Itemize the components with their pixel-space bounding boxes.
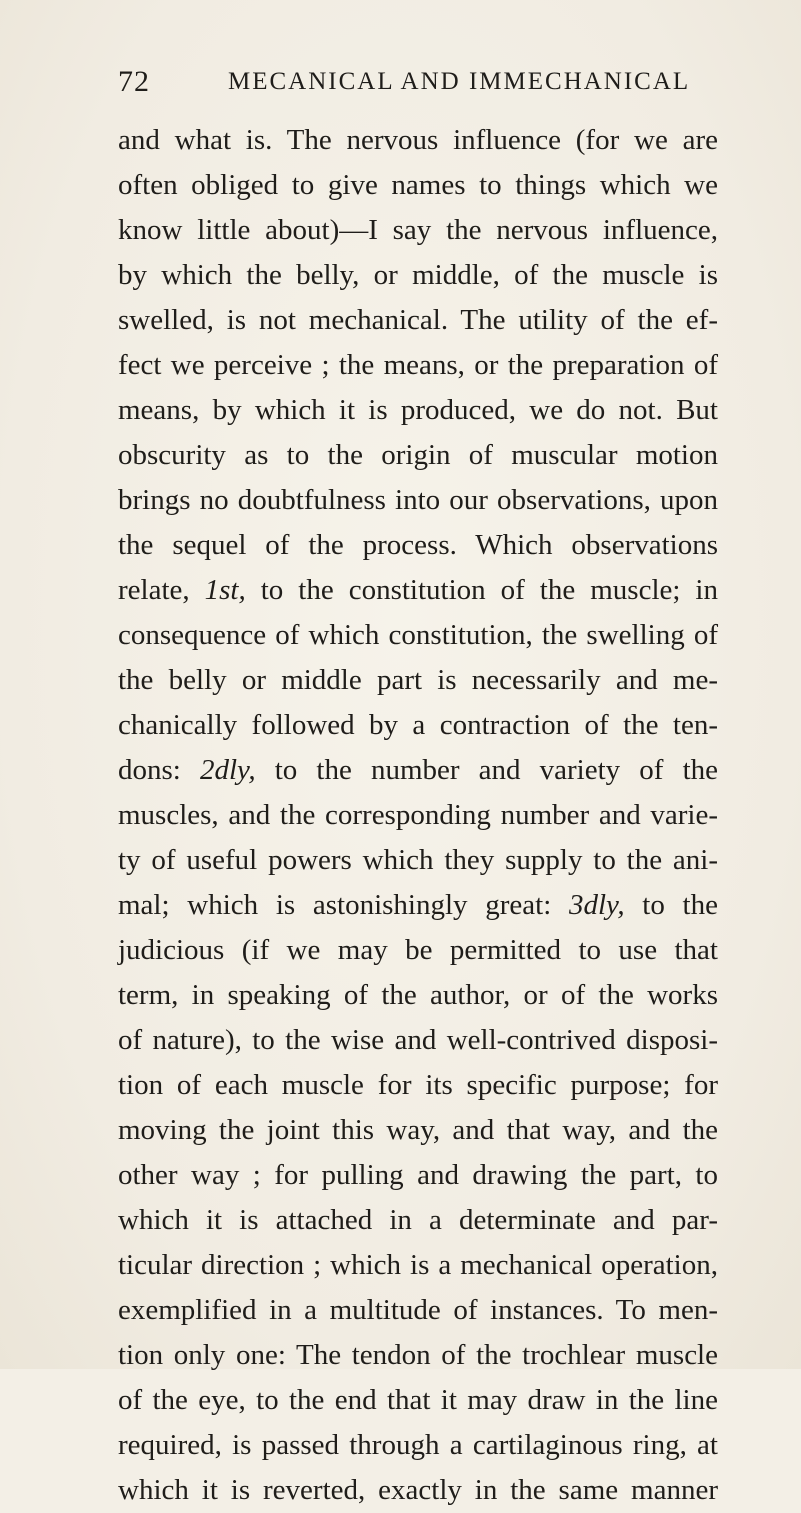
text-line: [118, 1018, 718, 1063]
text-run: other way ; for pulling and drawing the part, to: [118, 1159, 718, 1191]
text-run: of nature), to the wise and well-contrived disposi-: [118, 1024, 718, 1056]
text-line: [118, 433, 718, 478]
text-run: brings no doubtfulness into our observations, upon: [118, 484, 718, 516]
text-run: exemplified in a multitude of instances. To men-: [118, 1294, 718, 1326]
text-run: know little about)—I say the nervous influence,: [118, 214, 718, 246]
text-line: [118, 253, 718, 298]
text-run: often obliged to give names to things which we: [118, 169, 718, 201]
text-run: dons:: [118, 754, 200, 786]
text-line: [118, 928, 718, 973]
text-run: and what is. The nervous influence (for we are: [118, 124, 718, 156]
text-run: the sequel of the process. Which observations: [118, 529, 718, 561]
text-line: [118, 388, 718, 433]
italic-text: 1st,: [204, 574, 246, 606]
running-head: MECANICAL AND IMMECHANICAL: [228, 68, 691, 95]
text-line: [118, 1378, 718, 1423]
text-line: [118, 523, 718, 568]
text-run: the belly or middle part is necessarily and me-: [118, 664, 718, 696]
text-line: [118, 1423, 718, 1468]
text-line: [118, 793, 718, 838]
text-line: [118, 1108, 718, 1153]
text-run: muscles, and the corresponding number and varie-: [118, 799, 718, 831]
text-line: [118, 1333, 718, 1378]
text-line: [118, 1153, 718, 1198]
text-run: tion only one: The tendon of the trochlear muscle: [118, 1339, 718, 1371]
text-line: [118, 343, 718, 388]
text-line: [118, 1468, 718, 1513]
text-run: required, is passed through a cartilaginous ring, at: [118, 1429, 718, 1461]
text-run: which it is reverted, exactly in the same manner: [118, 1474, 718, 1506]
text-run: judicious (if we may be permitted to use that: [118, 934, 718, 966]
text-line: [118, 1288, 718, 1333]
text-line: [118, 1243, 718, 1288]
text-run: fect we perceive ; the means, or the preparation of: [118, 349, 718, 381]
text-run: relate,: [118, 574, 205, 606]
text-run: moving the joint this way, and that way, and the: [118, 1114, 718, 1146]
text-line: [118, 613, 718, 658]
text-line: [118, 658, 718, 703]
text-run: to the number and variety of the: [255, 754, 719, 786]
text-run: chanically followed by a contraction of the ten-: [118, 709, 718, 741]
text-run: to the constitution of the muscle; in: [245, 574, 718, 606]
page-number: 72: [118, 65, 150, 98]
italic-text: 2dly,: [199, 754, 256, 786]
text-line: [118, 748, 718, 793]
text-line: [118, 1198, 718, 1243]
italic-text: 3dly,: [568, 889, 625, 921]
text-run: tion of each muscle for its specific purpose; for: [118, 1069, 718, 1101]
text-line: [118, 883, 718, 928]
text-run: obscurity as to the origin of muscular motion: [118, 439, 718, 471]
text-run: by which the belly, or middle, of the muscle is: [118, 259, 718, 291]
text-line: [118, 568, 718, 613]
page-header: [118, 62, 718, 102]
text-line: [118, 118, 718, 163]
text-run: term, in speaking of the author, or of the works: [118, 979, 718, 1011]
text-run: means, by which it is produced, we do not. But: [118, 394, 718, 426]
text-run: which it is attached in a determinate and par-: [118, 1204, 718, 1236]
text-line: [118, 478, 718, 523]
text-run: ty of useful powers which they supply to the ani-: [118, 844, 718, 876]
text-line: [118, 163, 718, 208]
text-run: consequence of which constitution, the swelling of: [118, 619, 718, 651]
text-line: [118, 973, 718, 1018]
text-line: [118, 838, 718, 883]
text-run: ticular direction ; which is a mechanical operation,: [118, 1249, 718, 1281]
text-line: [118, 1063, 718, 1108]
text-line: [118, 298, 718, 343]
text-run: swelled, is not mechanical. The utility of the ef-: [118, 304, 718, 336]
body-text: [118, 118, 718, 1513]
text-line: [118, 703, 718, 748]
text-run: mal; which is astonishingly great:: [118, 889, 569, 921]
text-run: to the: [624, 889, 718, 921]
text-run: of the eye, to the end that it may draw in the line: [118, 1384, 718, 1416]
text-line: [118, 208, 718, 253]
